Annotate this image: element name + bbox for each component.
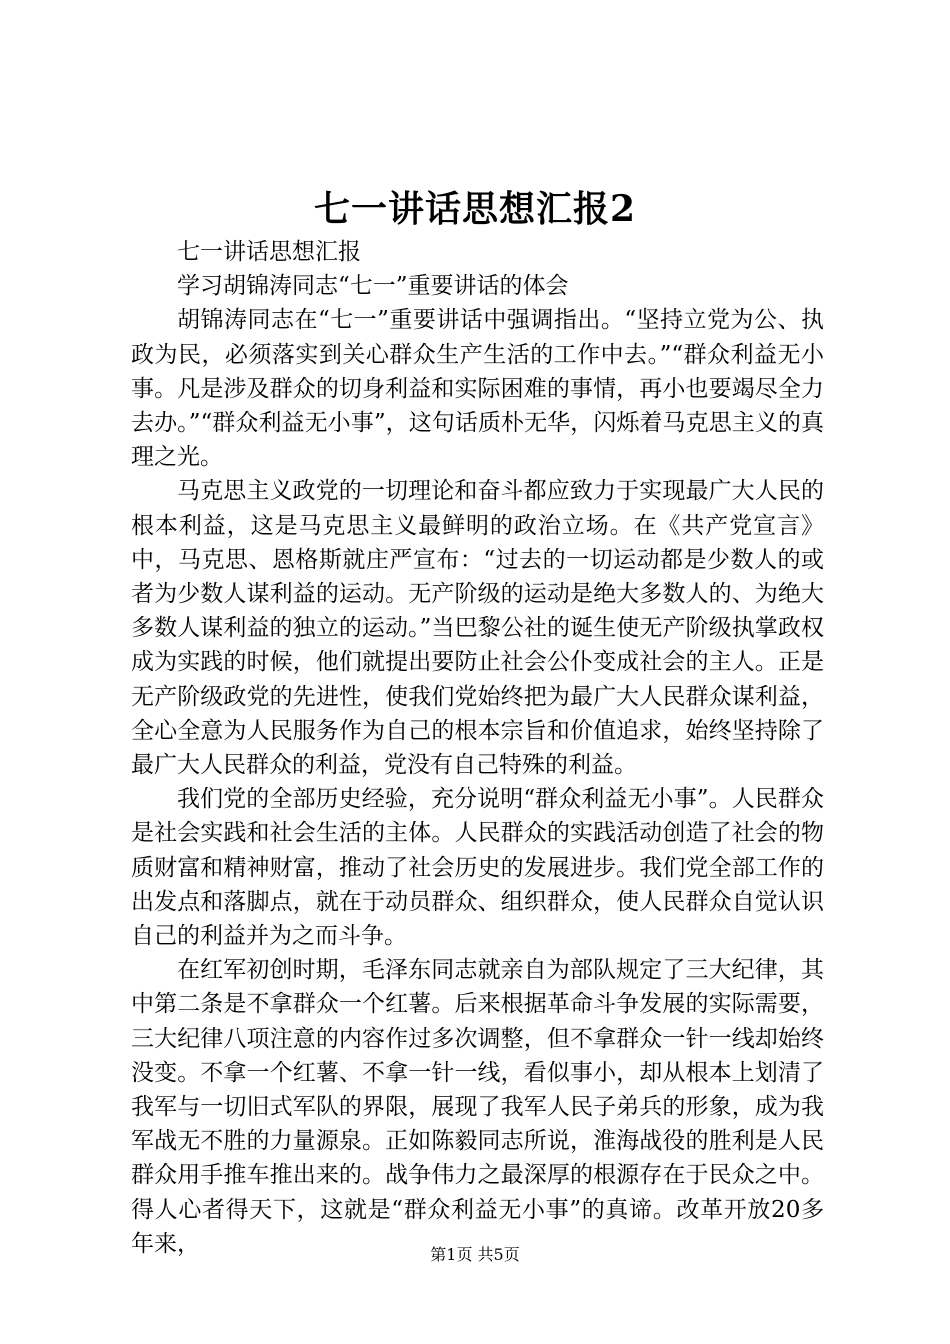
page-number-footer: 第1页 共5页 xyxy=(430,1245,520,1264)
paragraph-subtitle: 七一讲话思想汇报 xyxy=(177,239,361,265)
document-title: 七一讲话思想汇报2 xyxy=(313,188,637,230)
paragraph-heading: 学习胡锦涛同志“七一”重要讲话的体会 xyxy=(177,273,569,300)
paragraph: 在红军初创时期，毛泽东同志就亲自为部队规定了三大纪律，其中第二条是不拿群众一个红薯。后来根据革命斗争发展的实际需要，三大纪律八项注意的内容作过多次调整，但不拿群众一针一线却始终没变。不拿一个红薯、不拿一针一线，看似事小，却从根本上划清了我军与一切旧式军队的界限，展现了我军人民子弟兵的形象，成为我军战无不胜的力量源泉。正如陈毅同志所说，淮海战役的胜利是人民群众用手推车推出来的。战争伟力之最深厚的根源存在于民众之中。得人心者得天下，这就是“群众利益无小事”的真谛。改革开放20多年来， xyxy=(131,957,824,1257)
document-body xyxy=(131,235,824,1261)
paragraph: 马克思主义政党的一切理论和奋斗都应致力于实现最广大人民的根本利益，这是马克思主义最鲜明的政治立场。在《共产党宣言》中，马克思、恩格斯就庄严宣布：“过去的一切运动都是少数人的或者为少数人谋利益的运动。无产阶级的运动是绝大多数人的、为绝大多数人谋利益的独立的运动。”当巴黎公社的诞生使无产阶级执掌政权成为实践的时候，他们就提出要防止社会公仆变成社会的主人。正是无产阶级政党的先进性，使我们党始终把为最广大人民群众谋利益，全心全意为人民服务作为自己的根本宗旨和价值追求，始终坚持除了最广大人民群众的利益，党没有自己特殊的利益。 xyxy=(131,478,824,779)
paragraph: 我们党的全部历史经验，充分说明“群众利益无小事”。人民群众是社会实践和社会生活的主体。人民群众的实践活动创造了社会的物质财富和精神财富，推动了社会历史的发展进步。我们党全部工作的出发点和落脚点，就在于动员群众、组织群众，使人民群众自觉认识自己的利益并为之而斗争。 xyxy=(131,786,824,950)
paragraph: 胡锦涛同志在“七一”重要讲话中强调指出。“坚持立党为公、执政为民，必须落实到关心群众生产生活的工作中去。”“群众利益无小事。凡是涉及群众的切身利益和实际困难的事情，再小也要竭尽全力去办。”“群众利益无小事”，这句话质朴无华，闪烁着马克思主义的真理之光。 xyxy=(131,307,824,471)
